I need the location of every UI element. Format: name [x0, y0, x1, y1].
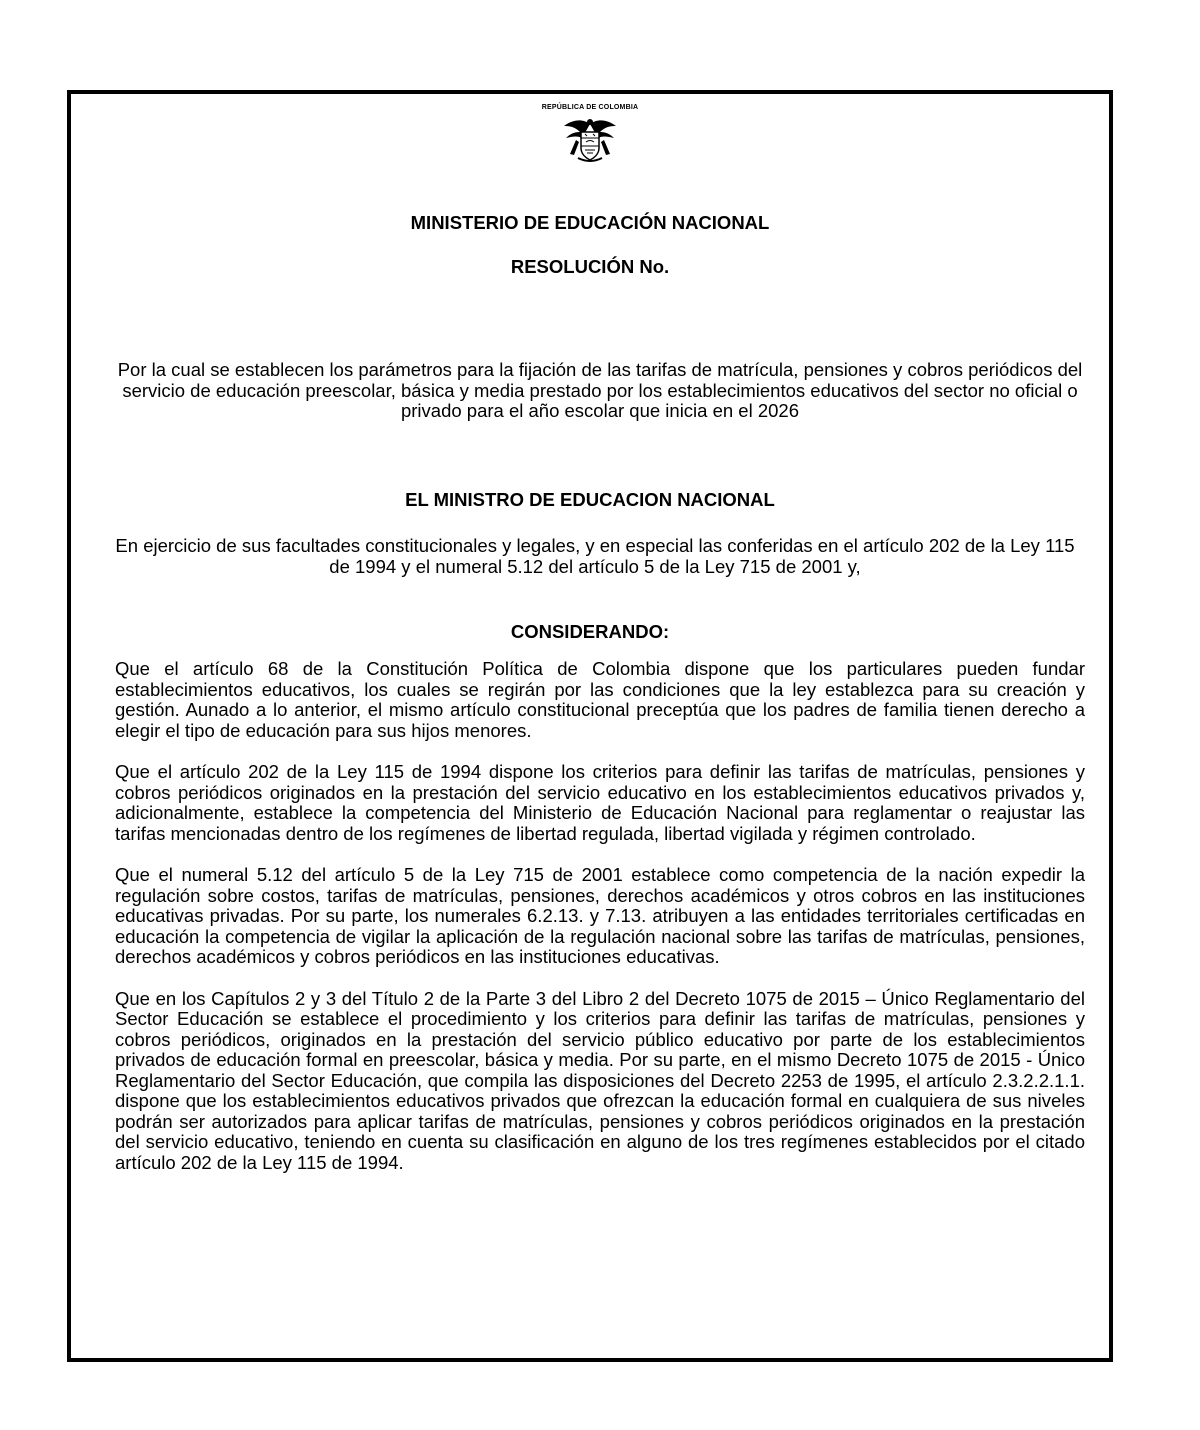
colombia-coat-of-arms-icon	[558, 114, 622, 164]
consideration-paragraph: Que el artículo 68 de la Constitución Política de Colombia dispone que los particulares pueden fundar establecimientos educativos, los cuales se regirán por las condiciones que la ley establezca para su creación y gestión. Aunado a lo anterior, el mismo artículo constitucional preceptúa que los padres de familia tienen derecho a elegir el tipo de educación para sus hijos menores.	[115, 658, 1085, 741]
page-frame	[67, 90, 1113, 1362]
ministry-title: MINISTERIO DE EDUCACIÓN NACIONAL	[410, 212, 770, 233]
considerations-body	[115, 659, 1085, 1194]
consideration-paragraph: Que el artículo 202 de la Ley 115 de 1994 dispone los criterios para definir las tarifas de matrículas, pensiones y cobros periódicos originados en la prestación del servicio educativo en los establecimientos educativos privados y, adicionalmente, establece la competencia del Ministerio de Educación Nacional para reglamentar o reajustar las tarifas mencionadas dentro de los regímenes de libertad regulada, libertad vigilada y régimen controlado.	[115, 761, 1085, 844]
country-header: REPÚBLICA DE COLOMBIA	[541, 104, 639, 111]
consideration-paragraph: Que en los Capítulos 2 y 3 del Título 2 de la Parte 3 del Libro 2 del Decreto 1075 de 2015 – Único Reglamentario del Sector Educación se establece el procedimiento y los criterios para definir las tarifas de matrículas, pensiones y cobros periódicos, originados en la prestación del servicio público educativo por parte de los establecimientos privados de educación formal en preescolar, básica y media. Por su parte, en el mismo Decreto 1075 de 2015 - Único Reglamentario del Sector Educación, que compila las disposiciones del Decreto 2253 de 1995, el artículo 2.3.2.2.1.1. dispone que los establecimientos educativos privados que ofrezcan la educación formal en cualquiera de sus niveles podrán ser autorizados para aplicar tarifas de matrículas, pensiones y cobros periódicos originados en la prestación del servicio educativo, teniendo en cuenta su clasificación en alguno de los tres regímenes establecidos por el citado artículo 202 de la Ley 115 de 1994.	[115, 987, 1085, 1173]
powers-statement: En ejercicio de sus facultades constitucionales y legales, y en especial las conferidas en el artículo 202 de la Ley 115 de 1994 y el numeral 5.12 del artículo 5 de la Ley 715 de 2001 y,	[115, 535, 1075, 577]
minister-heading: EL MINISTRO DE EDUCACION NACIONAL	[405, 489, 775, 510]
considerando-heading: CONSIDERANDO:	[510, 621, 670, 642]
consideration-paragraph: Que el numeral 5.12 del artículo 5 de la Ley 715 de 2001 establece como competencia de la nación expedir la regulación sobre costos, tarifas de matrículas, pensiones, derechos académicos y otros cobros en las instituciones educativas privadas. Por su parte, los numerales 6.2.13. y 7.13. atribuyen a las entidades territoriales certificadas en educación la competencia de vigilar la aplicación de la regulación nacional sobre las tarifas de matrículas, pensiones, derechos académicos y cobros periódicos en las instituciones educativas.	[115, 864, 1085, 967]
resolution-title: RESOLUCIÓN No.	[510, 256, 670, 277]
resolution-subject: Por la cual se establecen los parámetros para la fijación de las tarifas de matrícula, pensiones y cobros periódicos del servicio de educación preescolar, básica y media prestado por los establecimientos educativos del sector no oficial o privado para el año escolar que inicia en el 2026	[117, 359, 1083, 421]
